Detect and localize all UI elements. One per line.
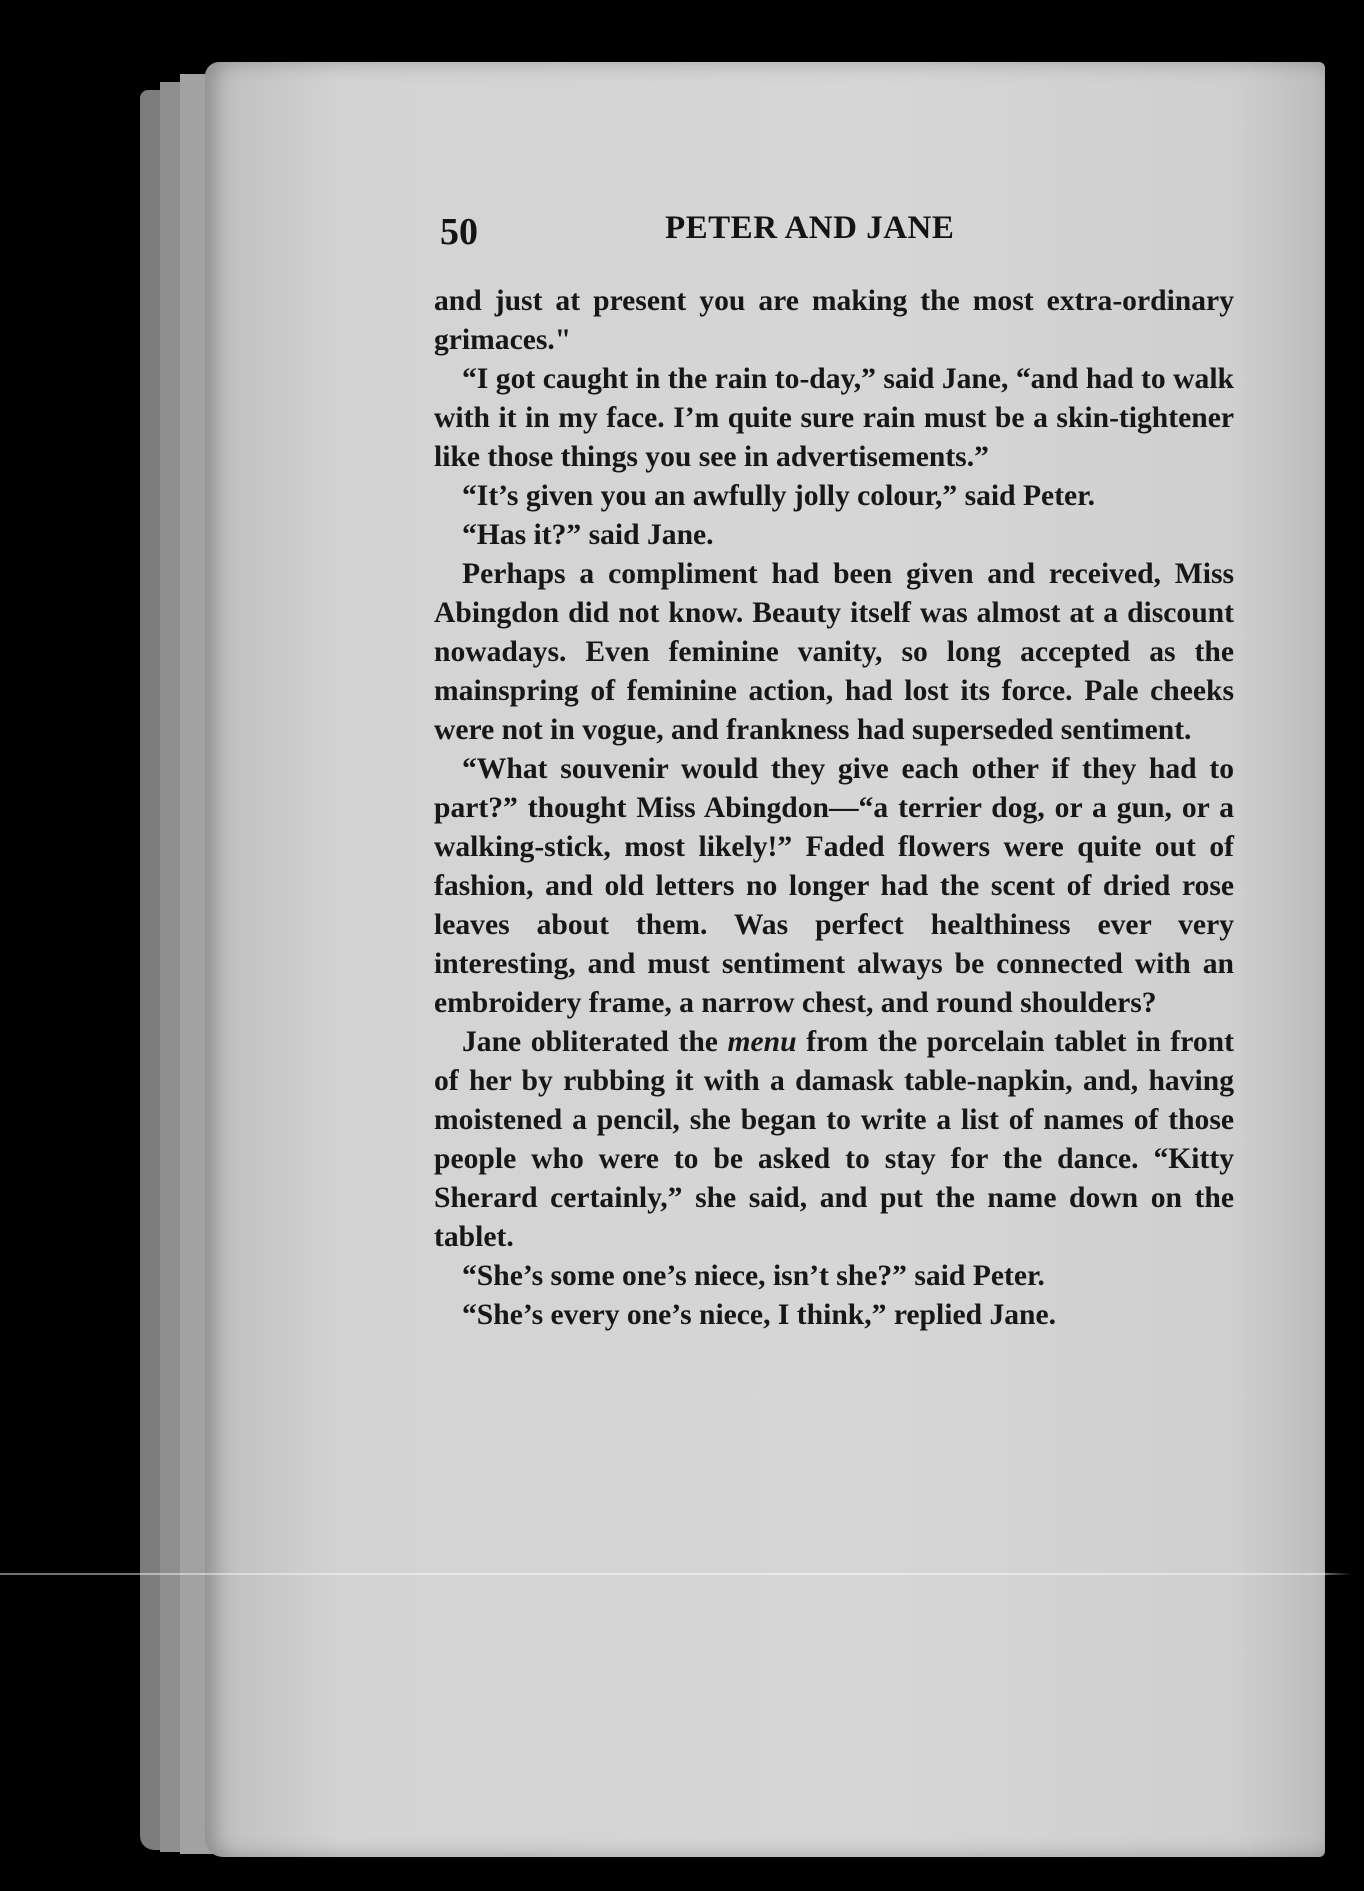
paragraph: “I got caught in the rain to-day,” said Jane, “and had to walk with it in my face. I’m quite sure rain must be a skin-tightener like those things you see in advertisements.” — [434, 363, 1234, 473]
paragraph-text: Jane obliterated the — [462, 1026, 728, 1058]
paragraph-text: from the porcelain tablet in front of her by rubbing it with a damask table-napkin, and, having moistened a pencil, she began to write a list of names of those people who were to be asked to stay for the dance. “Kitty Sherard certainly,” she said, and put the name down on the tablet. — [434, 1026, 1234, 1253]
paragraph: “She’s every one’s niece, I think,” replied Jane. — [462, 1299, 1057, 1331]
paragraph: “It’s given you an awfully jolly colour,” said Peter. — [462, 480, 1095, 512]
scan-artifact-line — [0, 1573, 1364, 1575]
paragraph: and just at present you are making the most extra-ordinary grimaces." — [434, 285, 1234, 356]
paragraph: Perhaps a compliment had been given and received, Miss Abingdon did not know. Beauty itself was almost at a discount nowadays. Even feminine vanity, so long accepted as the mainspring of feminine action, had lost its force. Pale cheeks were not in vogue, and frankness had superseded sentiment. — [434, 558, 1234, 746]
book-title: PETER AND JANE — [665, 210, 955, 246]
page-body — [434, 282, 1234, 1335]
paragraph: “Has it?” said Jane. — [462, 519, 714, 551]
page-number: 50 — [440, 211, 478, 253]
paragraph: “She’s some one’s niece, isn’t she?” said Peter. — [462, 1260, 1045, 1292]
paragraph: “What souvenir would they give each other if they had to part?” thought Miss Abingdon—“a terrier dog, or a gun, or a walking-stick, most likely!” Faded flowers were quite out of fashion, and old letters no longer had the scent of dried rose leaves about them. Was perfect healthiness ever very interesting, and must sentiment always be connected with an embroidery frame, a narrow chest, and round shoulders? — [434, 753, 1234, 1019]
binding-shadow — [1324, 0, 1364, 1891]
emphasis-text: menu — [727, 1026, 797, 1058]
paragraph — [434, 1023, 1234, 1257]
